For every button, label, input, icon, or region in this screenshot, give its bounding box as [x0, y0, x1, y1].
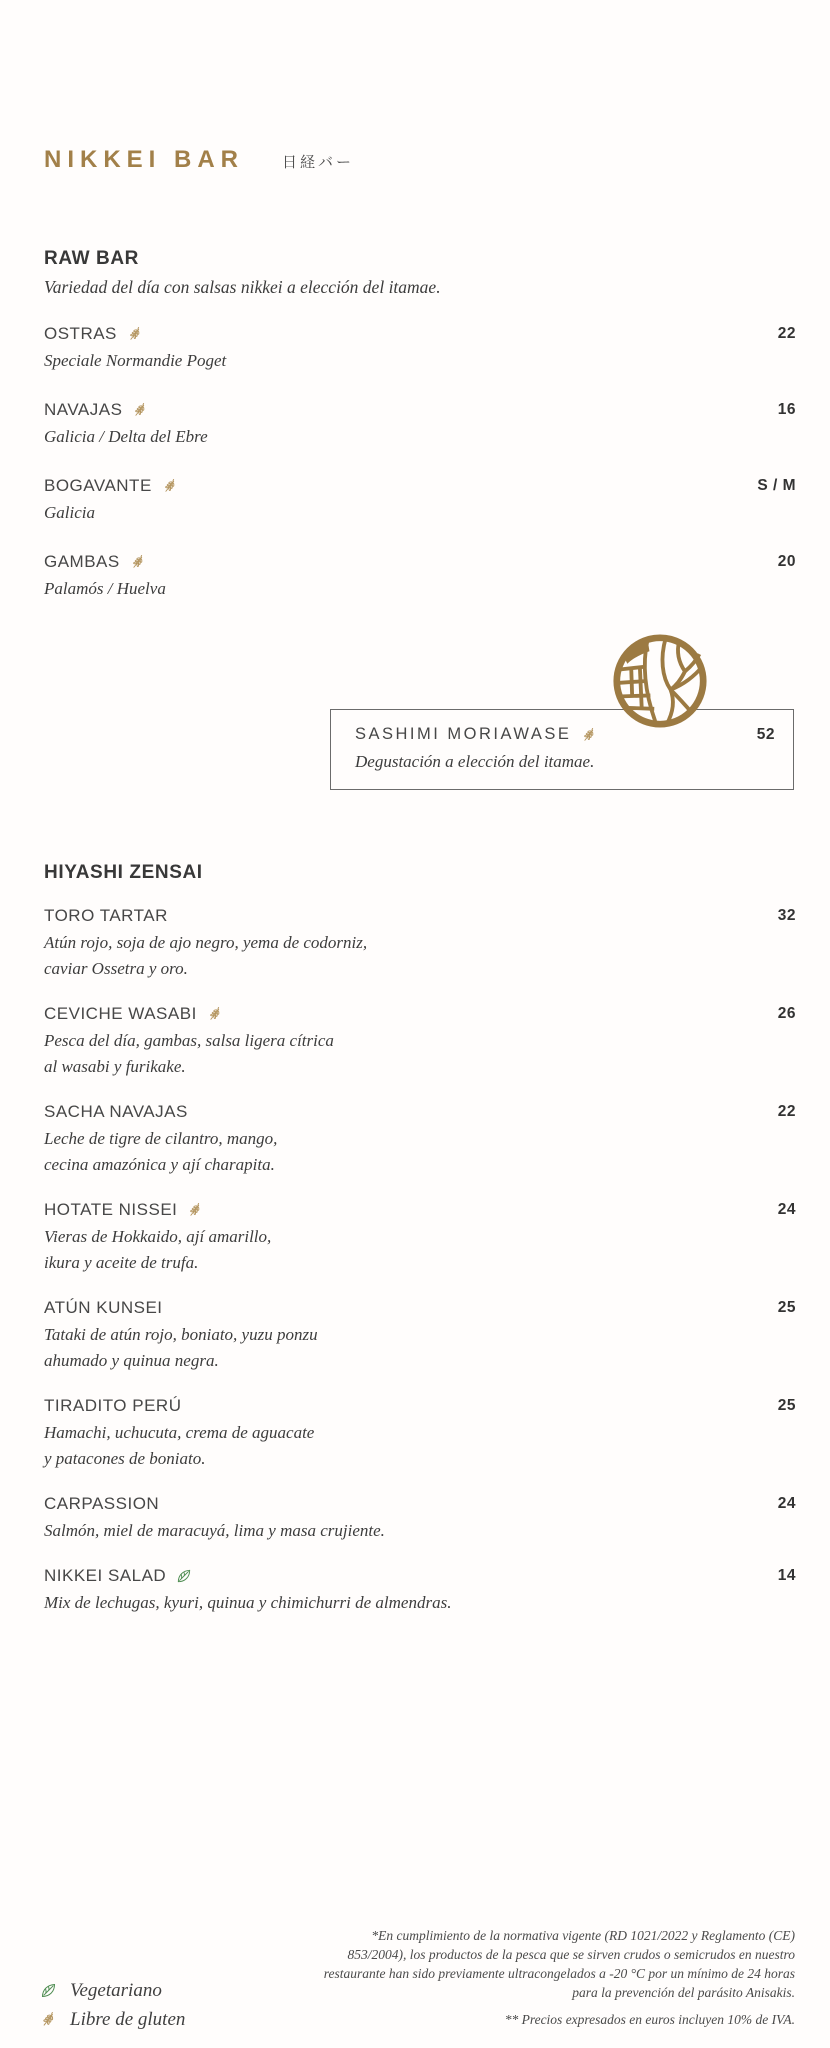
item-description: Galicia: [44, 503, 95, 522]
section-raw-bar: [44, 248, 796, 602]
page-title: NIKKEI BAR: [44, 146, 245, 173]
item-price: 14: [777, 1567, 796, 1584]
item-price: 32: [777, 907, 796, 924]
item-name: GAMBAS: [44, 552, 120, 571]
legend: [40, 1976, 185, 2034]
gluten-free-icon: [184, 1198, 206, 1220]
disclaimer-line: *En cumplimiento de la normativa vigente (RD 1021/2022 y Reglamento (CE): [371, 1928, 795, 1943]
item-description: Speciale Normandie Poget: [44, 351, 227, 370]
legend-gluten-free: [40, 2005, 185, 2034]
icon-slot: [207, 1006, 223, 1022]
mosaic-circle-icon: [612, 633, 708, 729]
item-name: NAVAJAS: [44, 400, 123, 419]
section-subtitle: Variedad del día con salsas nikkei a elección del itamae.: [44, 277, 441, 297]
menu-item: [44, 1198, 796, 1276]
vegetarian-icon: [40, 1982, 57, 1999]
item-name: TORO TARTAR: [44, 906, 168, 925]
prices-note: ** Precios expresados en euros incluyen 10% de IVA.: [504, 2012, 795, 2027]
item-description: Galicia / Delta del Ebre: [44, 427, 208, 446]
page-title-japanese: 日経バー: [282, 153, 355, 171]
menu-item: [44, 1394, 796, 1472]
item-description: Pesca del día, gambas, salsa ligera cítrica al wasabi y furikake.: [44, 1031, 334, 1076]
item-description: Hamachi, uchucuta, crema de aguacate y patacones de boniato.: [44, 1423, 315, 1468]
icon-slot: [581, 727, 597, 743]
gluten-free-icon: [578, 723, 600, 745]
item-description: Palamós / Huelva: [44, 579, 166, 598]
menu-item: [44, 904, 796, 982]
section-hiyashi-zensai: [44, 862, 796, 1616]
item-price: 16: [777, 401, 796, 418]
item-description: Degustación a elección del itamae.: [355, 752, 595, 771]
legend-label: Libre de gluten: [70, 2008, 186, 2030]
item-price: 24: [777, 1201, 796, 1218]
vegetarian-icon: [176, 1568, 192, 1584]
item-price: 24: [777, 1495, 796, 1512]
item-name: HOTATE NISSEI: [44, 1200, 178, 1219]
disclaimer-line: para la prevención del parásito Anisakis.: [572, 1985, 795, 2000]
icon-slot: [176, 1568, 192, 1584]
menu-item: [44, 322, 796, 374]
item-price: 22: [777, 325, 796, 342]
gluten-free-icon: [124, 322, 146, 344]
item-name: OSTRAS: [44, 324, 117, 343]
menu-item: [44, 1492, 796, 1544]
item-name: CARPASSION: [44, 1494, 160, 1513]
icon-slot: [132, 402, 148, 418]
featured-item-box: [330, 709, 794, 790]
icon-slot: [187, 1202, 203, 1218]
featured-item-wrap: [330, 709, 796, 790]
gluten-free-icon: [127, 550, 149, 572]
item-name: SASHIMI MORIAWASE: [355, 725, 572, 743]
icon-slot: [130, 554, 146, 570]
item-price: 26: [777, 1005, 796, 1022]
header: [44, 146, 796, 174]
item-description: Mix de lechugas, kyuri, quinua y chimichurri de almendras.: [44, 1593, 452, 1612]
item-description: Leche de tigre de cilantro, mango, cecina amazónica y ají charapita.: [44, 1129, 278, 1174]
item-description: Salmón, miel de maracuyá, lima y masa crujiente.: [44, 1521, 385, 1540]
menu-item: [44, 550, 796, 602]
item-name: ATÚN KUNSEI: [44, 1298, 163, 1317]
item-name: SACHA NAVAJAS: [44, 1102, 188, 1121]
section-title: RAW BAR: [44, 248, 139, 269]
disclaimer-line: restaurante han sido previamente ultracongelados a -20 °C por un mínimo de 24 horas: [323, 1966, 795, 1981]
menu-item: [44, 398, 796, 450]
anisakis-disclaimer: [324, 1926, 795, 2002]
item-price: 25: [777, 1299, 796, 1316]
item-price: S / M: [757, 477, 796, 494]
menu-item: [44, 474, 796, 526]
menu-item: [44, 1296, 796, 1374]
icon-slot: [127, 326, 143, 342]
legend-vegetarian: [40, 1976, 185, 2005]
item-price: 52: [756, 726, 775, 743]
gluten-free-icon: [159, 474, 181, 496]
gluten-free-icon: [37, 2008, 61, 2032]
menu-item: [44, 1564, 796, 1616]
section-title: HIYASHI ZENSAI: [44, 862, 203, 883]
legend-label: Vegetariano: [70, 1979, 162, 2001]
item-price: 22: [777, 1103, 796, 1120]
gluten-free-icon: [204, 1002, 226, 1024]
gluten-free-icon: [129, 398, 151, 420]
item-description: Tataki de atún rojo, boniato, yuzu ponzu ahumado y quinua negra.: [44, 1325, 318, 1370]
item-name: BOGAVANTE: [44, 476, 152, 495]
disclaimer-line: 853/2004), los productos de la pesca que se sirven crudos o semicrudos en nuestro: [347, 1947, 795, 1962]
item-name: NIKKEI SALAD: [44, 1566, 167, 1585]
hiyashi-zensai-items: [44, 904, 796, 1616]
item-name: CEVICHE WASABI: [44, 1004, 197, 1023]
menu-item: [44, 1100, 796, 1178]
item-price: 20: [777, 553, 796, 570]
item-name: TIRADITO PERÚ: [44, 1396, 182, 1415]
icon-slot: [162, 478, 178, 494]
raw-bar-items: [44, 322, 796, 602]
menu-item: [44, 1002, 796, 1080]
item-description: Vieras de Hokkaido, ají amarillo, ikura y aceite de trufa.: [44, 1227, 272, 1272]
item-price: 25: [777, 1397, 796, 1414]
item-description: Atún rojo, soja de ajo negro, yema de codorniz, caviar Ossetra y oro.: [44, 933, 368, 978]
